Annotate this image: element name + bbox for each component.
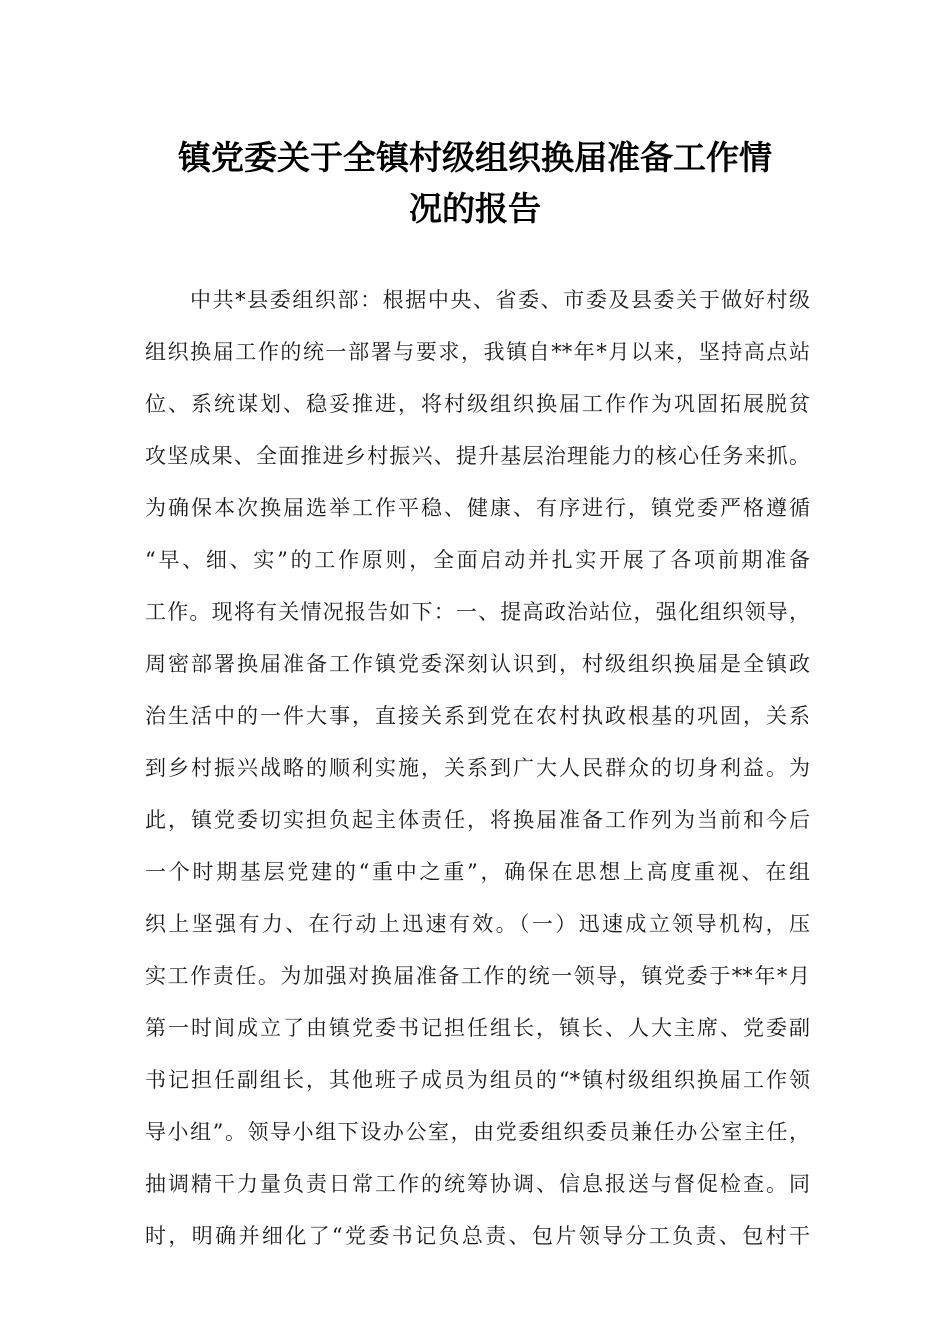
document-title-line-2: 况的报告 [409,189,541,228]
body-text-line: 抽调精干力量负责日常工作的统筹协调、信息报送与督促检查。同 [145,1172,810,1196]
body-text-line: 一个时期基层党建的“重中之重”，确保在思想上高度重视、在组 [145,860,810,884]
body-text-line: 织上坚强有力、在行动上迅速有效。（一）迅速成立领导机构，压 [145,912,810,936]
body-text-line: 中共*县委组织部：根据中央、省委、市委及县委关于做好村级 [190,288,810,312]
body-text-line: 书记担任副组长，其他班子成员为组员的“*镇村级组织换届工作领 [145,1068,810,1092]
document-title-line-1: 镇党委关于全镇村级组织换届准备工作情 [178,138,772,177]
body-text-line: 第一时间成立了由镇党委书记担任组长，镇长、人大主席、党委副 [145,1016,810,1040]
body-text-line: 工作。现将有关情况报告如下：一、提高政治站位，强化组织领导， [145,600,810,624]
body-text-line: 组织换届工作的统一部署与要求，我镇自**年*月以来，坚持高点站 [145,340,810,364]
body-text-line: 到乡村振兴战略的顺利实施，关系到广大人民群众的切身利益。为 [145,756,810,780]
body-text-line: 此，镇党委切实担负起主体责任，将换届准备工作列为当前和今后 [145,808,810,832]
body-text-line: 实工作责任。为加强对换届准备工作的统一领导，镇党委于**年*月 [145,964,810,988]
body-text-line: 时，明确并细化了“党委书记负总责、包片领导分工负责、包村干 [145,1224,810,1248]
body-text-line: 导小组”。领导小组下设办公室，由党委组织委员兼任办公室主任， [145,1120,810,1144]
body-text-line: 治生活中的一件大事，直接关系到党在农村执政根基的巩固，关系 [145,704,810,728]
body-text-line: 位、系统谋划、稳妥推进，将村级组织换届工作作为巩固拓展脱贫 [145,392,810,416]
body-text-line: 为确保本次换届选举工作平稳、健康、有序进行，镇党委严格遵循 [145,496,810,520]
body-text-line: 周密部署换届准备工作镇党委深刻认识到，村级组织换届是全镇政 [145,652,810,676]
body-text-line: “早、细、实”的工作原则，全面启动并扎实开展了各项前期准备 [145,548,810,572]
body-text-line: 攻坚成果、全面推进乡村振兴、提升基层治理能力的核心任务来抓。 [145,444,810,468]
